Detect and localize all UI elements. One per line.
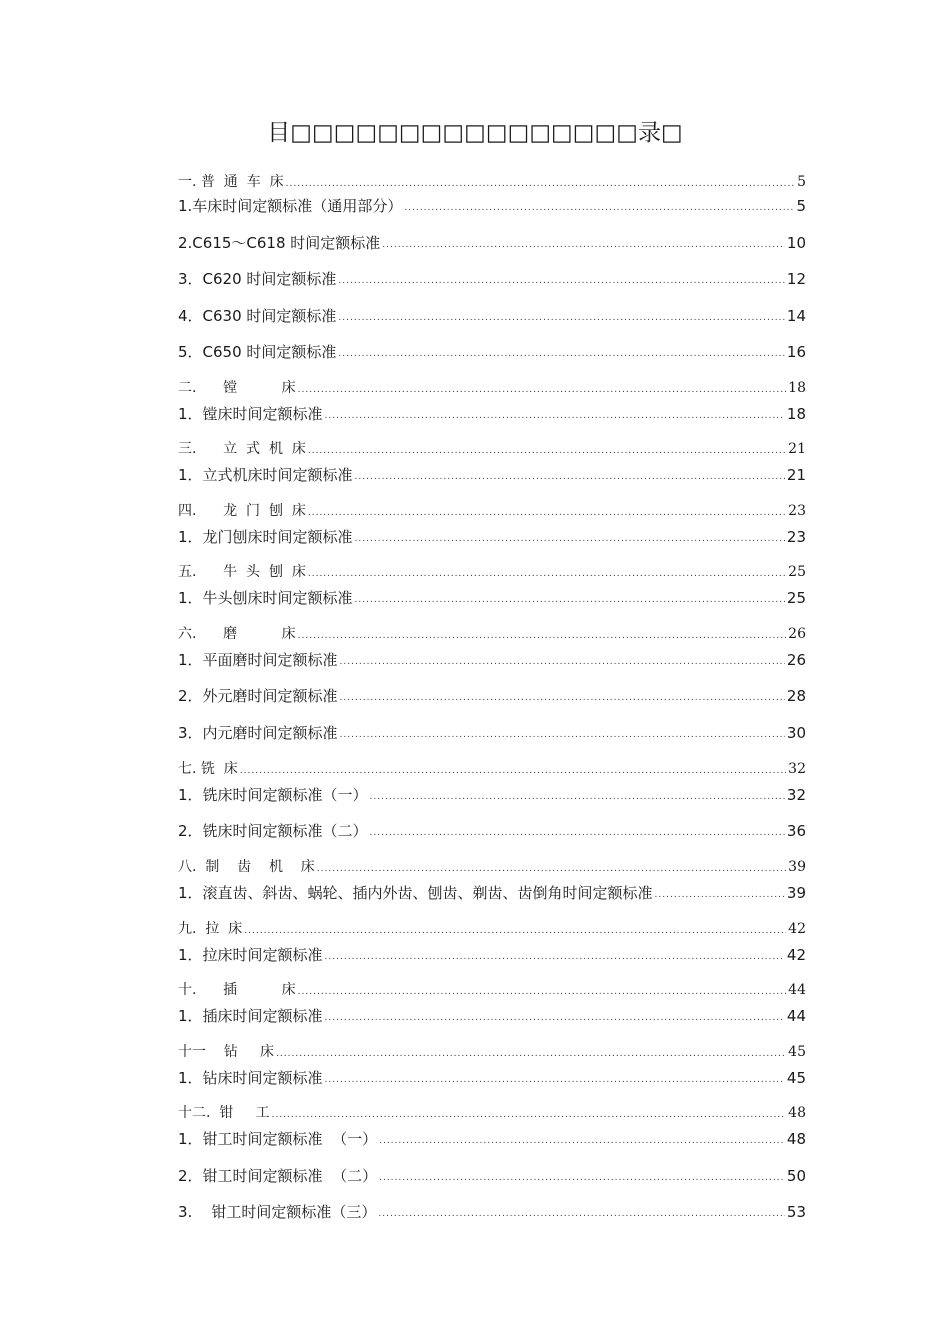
- toc-dot-leader: [298, 628, 787, 644]
- toc-section-entry[interactable]: [178, 757, 806, 779]
- toc-subsection-entry[interactable]: [178, 231, 806, 253]
- toc-dot-leader: [355, 469, 785, 485]
- toc-subsection-entry[interactable]: [178, 819, 806, 841]
- toc-dot-leader: [308, 566, 786, 582]
- toc-page-number: 26: [788, 626, 806, 642]
- toc-entry-text: 1．插床时间定额标准: [178, 1007, 323, 1025]
- toc-dot-leader: [655, 887, 785, 903]
- toc-entry-text: 1．钻床时间定额标准: [178, 1069, 323, 1087]
- toc-dot-leader: [298, 382, 787, 398]
- toc-section-entry[interactable]: [178, 917, 806, 939]
- toc-entry-text: 2.C615～C618 时间定额标准: [178, 234, 381, 252]
- toc-dot-leader: [379, 1133, 785, 1149]
- toc-page-number: 50: [786, 1167, 806, 1185]
- toc-dot-leader: [325, 1072, 785, 1088]
- toc-entry-text: 4．C630 时间定额标准: [178, 307, 337, 325]
- toc-entry-text: 十一 钻 床: [178, 1044, 275, 1060]
- toc-entry-text: 八. 制 齿 机 床: [178, 859, 315, 875]
- toc-section-entry[interactable]: [178, 170, 806, 192]
- toc-page-number: 45: [786, 1069, 806, 1087]
- toc-entry-text: 1.车床时间定额标准（通用部分）: [178, 197, 403, 215]
- toc-dot-leader: [355, 531, 785, 547]
- toc-entry-text: 十二. 钳 工: [178, 1105, 270, 1121]
- toc-page-number: 28: [786, 687, 806, 705]
- toc-page-number: 45: [788, 1044, 806, 1060]
- toc-page-number: 21: [786, 466, 806, 484]
- toc-page-number: 5: [797, 174, 806, 190]
- toc-dot-leader: [276, 1046, 786, 1062]
- toc-page-number: 10: [786, 234, 806, 252]
- toc-entry-text: 七. 铣 床: [178, 761, 238, 777]
- toc-page-number: 48: [788, 1105, 806, 1121]
- toc-section-entry[interactable]: [178, 1101, 806, 1123]
- toc-entry-text: 五. 牛 头 刨 床: [178, 564, 306, 580]
- toc-entry-text: 十. 插 床: [178, 982, 296, 998]
- toc-page-number: 39: [786, 884, 806, 902]
- toc-page-number: 32: [786, 786, 806, 804]
- toc-subsection-entry[interactable]: [178, 684, 806, 706]
- toc-dot-leader: [325, 408, 785, 424]
- toc-entry-text: 1．龙门刨床时间定额标准: [178, 528, 353, 546]
- toc-dot-leader: [340, 690, 785, 706]
- toc-dot-leader: [340, 727, 785, 743]
- toc-dot-leader: [370, 825, 785, 841]
- toc-dot-leader: [325, 949, 785, 965]
- toc-subsection-entry[interactable]: [178, 943, 806, 965]
- toc-page-number: 25: [786, 589, 806, 607]
- toc-section-entry[interactable]: [178, 376, 806, 398]
- toc-page-number: 42: [788, 921, 806, 937]
- toc-page-number: 23: [788, 503, 806, 519]
- toc-entry-text: 2．钳工时间定额标准 （二）: [178, 1167, 378, 1185]
- toc-dot-leader: [338, 346, 784, 362]
- toc-page-number: 5: [796, 197, 806, 215]
- toc-subsection-entry[interactable]: [178, 721, 806, 743]
- toc-page-number: 16: [786, 343, 806, 361]
- toc-entry-text: 1．滚直齿、斜齿、蜗轮、插内外齿、刨齿、剃齿、齿倒角时间定额标准: [178, 884, 653, 902]
- toc-section-entry[interactable]: [178, 1040, 806, 1062]
- toc-entry-text: 三. 立 式 机 床: [178, 441, 306, 457]
- toc-section-entry[interactable]: [178, 437, 806, 459]
- toc-title: 目□□□□□□□□□□□□□□□□录□: [267, 120, 683, 146]
- toc-entry-text: 3．C620 时间定额标准: [178, 270, 337, 288]
- toc-subsection-entry[interactable]: [178, 463, 806, 485]
- toc-page-number: 32: [788, 761, 806, 777]
- toc-entry-text: 1．铣床时间定额标准（一）: [178, 786, 368, 804]
- toc-entry-text: 四. 龙 门 刨 床: [178, 503, 306, 519]
- toc-entry-text: 2．铣床时间定额标准（二）: [178, 822, 368, 840]
- toc-dot-leader: [286, 176, 795, 192]
- toc-dot-leader: [240, 763, 786, 779]
- toc-dot-leader: [338, 310, 784, 326]
- toc-subsection-entry[interactable]: [178, 586, 806, 608]
- toc-dot-leader: [308, 505, 786, 521]
- toc-subsection-entry[interactable]: [178, 340, 806, 362]
- toc-dot-leader: [317, 861, 786, 877]
- toc-page-number: 42: [786, 946, 806, 964]
- toc-entry-text: 3. 钳工时间定额标准（三）: [178, 1203, 377, 1221]
- toc-entry-text: 一. 普 通 车 床: [178, 174, 284, 190]
- toc-page-number: 36: [786, 822, 806, 840]
- toc-subsection-entry[interactable]: [178, 648, 806, 670]
- toc-section-entry[interactable]: [178, 560, 806, 582]
- toc-dot-leader: [379, 1170, 785, 1186]
- toc-entry-text: 九. 拉 床: [178, 921, 243, 937]
- toc-page-number: 25: [788, 564, 806, 580]
- toc-entry-text: 1．牛头刨床时间定额标准: [178, 589, 353, 607]
- toc-subsection-entry[interactable]: [178, 783, 806, 805]
- toc-entry-text: 2．外元磨时间定额标准: [178, 687, 338, 705]
- toc-dot-leader: [370, 789, 785, 805]
- toc-entry-text: 1．钳工时间定额标准 （一）: [178, 1130, 378, 1148]
- toc-entry-text: 二. 镗 床: [178, 380, 296, 396]
- toc-section-entry[interactable]: [178, 978, 806, 1000]
- toc-entry-text: 5．C650 时间定额标准: [178, 343, 337, 361]
- toc-page-number: 23: [786, 528, 806, 546]
- toc-section-entry[interactable]: [178, 622, 806, 644]
- toc-dot-leader: [340, 654, 785, 670]
- toc-page-number: 48: [786, 1130, 806, 1148]
- toc-dot-leader: [382, 237, 785, 253]
- toc-entry-text: 1．平面磨时间定额标准: [178, 651, 338, 669]
- toc-subsection-entry[interactable]: [178, 304, 806, 326]
- toc-subsection-entry[interactable]: [178, 881, 806, 903]
- toc-section-entry[interactable]: [178, 855, 806, 877]
- toc-subsection-entry[interactable]: [178, 1200, 806, 1222]
- toc-subsection-entry[interactable]: [178, 1127, 806, 1149]
- toc-dot-leader: [308, 443, 786, 459]
- toc-dot-leader: [338, 273, 784, 289]
- toc-page-number: 44: [786, 1007, 806, 1025]
- toc-subsection-entry[interactable]: [178, 1164, 806, 1186]
- toc-subsection-entry[interactable]: [178, 1004, 806, 1026]
- toc-dot-leader: [272, 1107, 787, 1123]
- toc-subsection-entry[interactable]: [178, 525, 806, 547]
- toc-entry-text: 1．镗床时间定额标准: [178, 405, 323, 423]
- toc-page-number: 21: [788, 441, 806, 457]
- toc-page-number: 18: [786, 405, 806, 423]
- toc-subsection-entry[interactable]: [178, 1066, 806, 1088]
- toc-subsection-entry[interactable]: [178, 267, 806, 289]
- toc-dot-leader: [298, 984, 787, 1000]
- toc-dot-leader: [325, 1010, 785, 1026]
- toc-page-number: 44: [788, 982, 806, 998]
- toc-entry-text: 1．拉床时间定额标准: [178, 946, 323, 964]
- toc-dot-leader: [378, 1206, 785, 1222]
- toc-entry-text: 六. 磨 床: [178, 626, 296, 642]
- toc-subsection-entry[interactable]: [178, 402, 806, 424]
- toc-section-entry[interactable]: [178, 499, 806, 521]
- toc-page-number: 12: [786, 270, 806, 288]
- toc-dot-leader: [404, 200, 794, 216]
- toc-entry-text: 3．内元磨时间定额标准: [178, 724, 338, 742]
- toc-dot-leader: [244, 923, 786, 939]
- toc-page-number: 39: [788, 859, 806, 875]
- toc-page-number: 18: [788, 380, 806, 396]
- toc-page-number: 26: [786, 651, 806, 669]
- toc-page-number: 14: [786, 307, 806, 325]
- toc-dot-leader: [355, 592, 785, 608]
- toc-page-number: 53: [786, 1203, 806, 1221]
- toc-subsection-entry[interactable]: [178, 194, 806, 216]
- toc-entry-text: 1．立式机床时间定额标准: [178, 466, 353, 484]
- toc-page-number: 30: [786, 724, 806, 742]
